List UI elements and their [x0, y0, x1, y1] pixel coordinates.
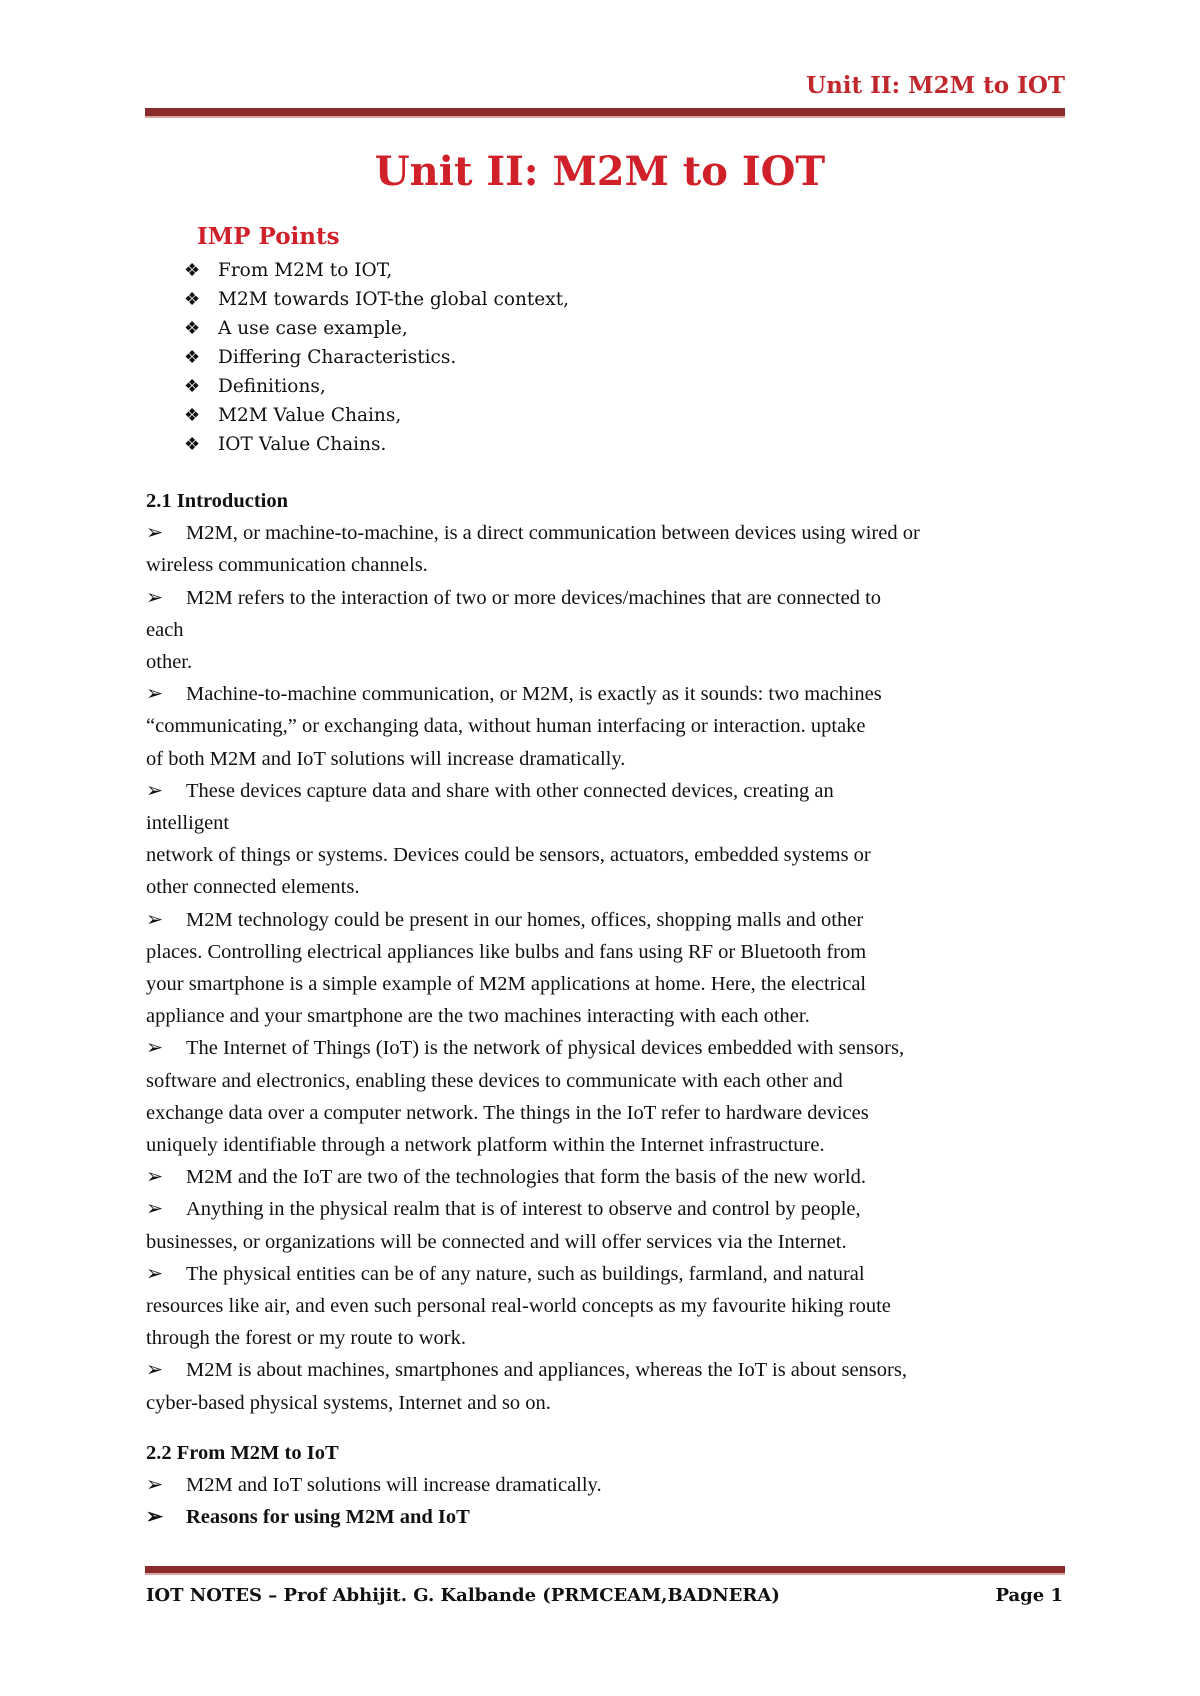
diamond-bullet-icon: ❖ — [184, 318, 201, 339]
running-header-title: Unit II: M2M to IOT — [806, 72, 1065, 99]
paragraph-line: resources like air, and even such personal real-world concepts as my favourite hiking route — [146, 1295, 891, 1318]
diamond-bullet-icon: ❖ — [184, 434, 201, 455]
paragraph-line: “communicating,” or exchanging data, without human interfacing or interaction. uptake — [146, 715, 866, 738]
diamond-bullet-icon: ❖ — [184, 347, 201, 368]
paragraph — [146, 1258, 1076, 1355]
paragraph — [146, 517, 1076, 581]
paragraph — [146, 775, 1076, 904]
page-title: Unit II: M2M to IOT — [374, 148, 826, 195]
page-number: Page 1 — [995, 1585, 1063, 1606]
imp-list-item — [184, 314, 569, 343]
arrow-bullet-icon: ➢ — [146, 1359, 164, 1382]
paragraph-line: appliance and your smartphone are the two machines interacting with each other. — [146, 1005, 810, 1028]
imp-item-text: IOT Value Chains. — [218, 434, 387, 455]
imp-list-item — [184, 285, 569, 314]
paragraph-line: These devices capture data and share with other connected devices, creating an — [186, 779, 834, 802]
paragraph — [146, 1469, 1076, 1501]
arrow-bullet-icon: ➢ — [146, 522, 164, 545]
imp-points-list — [184, 256, 569, 459]
paragraph-line: other connected elements. — [146, 876, 360, 899]
paragraph-line: exchange data over a computer network. The things in the IoT refer to hardware devices — [146, 1101, 869, 1124]
paragraph-line: Anything in the physical realm that is of interest to observe and control by people, — [186, 1198, 861, 1221]
paragraph — [146, 1501, 1076, 1533]
arrow-bullet-icon: ➢ — [146, 683, 164, 706]
imp-item-text: Differing Characteristics. — [218, 347, 457, 368]
arrow-bullet-icon: ➢ — [146, 1037, 164, 1060]
paragraph-line: Machine-to-machine communication, or M2M, is exactly as it sounds: two machines — [186, 683, 882, 706]
imp-list-item — [184, 430, 569, 459]
arrow-bullet-icon: ➢ — [146, 1474, 164, 1497]
paragraph — [146, 678, 1076, 775]
arrow-bullet-icon: ➢ — [146, 1262, 164, 1285]
paragraph-line: The Internet of Things (IoT) is the network of physical devices embedded with sensors, — [186, 1037, 905, 1060]
paragraph-line: of both M2M and IoT solutions will increase dramatically. — [146, 747, 626, 770]
paragraph — [146, 1193, 1076, 1257]
arrow-bullet-icon: ➢ — [146, 1166, 164, 1189]
paragraph-line: businesses, or organizations will be connected and will offer services via the Internet. — [146, 1230, 847, 1253]
paragraph-line: M2M refers to the interaction of two or more devices/machines that are connected to — [186, 586, 882, 609]
footer-author: IOT NOTES – Prof Abhijit. G. Kalbande (PRMCEAM,BADNERA) — [146, 1585, 780, 1606]
paragraph-line: M2M, or machine-to-machine, is a direct communication between devices using wired or — [186, 522, 920, 545]
imp-item-text: M2M towards IOT-the global context, — [218, 289, 570, 310]
paragraph — [146, 1354, 1076, 1418]
diamond-bullet-icon: ❖ — [184, 405, 201, 426]
arrow-bullet-icon: ➢ — [146, 908, 164, 931]
arrow-bullet-icon: ➢ — [146, 1198, 164, 1221]
paragraph-line: intelligent — [146, 812, 230, 835]
paragraph — [146, 582, 1076, 679]
paragraph-line: each — [146, 618, 184, 641]
paragraph — [146, 1161, 1076, 1193]
imp-list-item — [184, 256, 569, 285]
section-heading-introduction: 2.1 Introduction — [146, 490, 289, 512]
paragraph-line: cyber-based physical systems, Internet and so on. — [146, 1391, 551, 1414]
paragraph-line: M2M and the IoT are two of the technologies that form the basis of the new world. — [186, 1166, 866, 1189]
imp-item-text: Definitions, — [218, 376, 326, 397]
paragraph-line: through the forest or my route to work. — [146, 1327, 466, 1350]
paragraph-line: other. — [146, 651, 193, 674]
paragraph-line: M2M is about machines, smartphones and appliances, whereas the IoT is about sensors, — [186, 1359, 907, 1382]
imp-list-item — [184, 372, 569, 401]
paragraph-line: software and electronics, enabling these devices to communicate with each other and — [146, 1069, 843, 1092]
imp-item-text: From M2M to IOT, — [218, 260, 393, 281]
paragraph-line: network of things or systems. Devices could be sensors, actuators, embedded systems or — [146, 844, 871, 867]
imp-item-text: A use case example, — [218, 318, 408, 339]
imp-points-heading: IMP Points — [197, 223, 340, 250]
paragraph-line: M2M technology could be present in our homes, offices, shopping malls and other — [186, 908, 864, 931]
body-text — [146, 485, 1076, 1534]
arrow-bullet-icon: ➢ — [146, 779, 164, 802]
imp-list-item — [184, 401, 569, 430]
header-rule — [145, 108, 1065, 118]
arrow-bullet-icon: ➢ — [146, 586, 164, 609]
paragraph-line: places. Controlling electrical appliances like bulbs and fans using RF or Bluetooth from — [146, 940, 867, 963]
diamond-bullet-icon: ❖ — [184, 260, 201, 281]
arrow-bullet-icon: ➢ — [146, 1506, 164, 1529]
paragraph — [146, 1032, 1076, 1161]
paragraph-line: M2M and IoT solutions will increase dramatically. — [186, 1474, 602, 1497]
imp-list-item — [184, 343, 569, 372]
imp-item-text: M2M Value Chains, — [218, 405, 402, 426]
paragraph-line: wireless communication channels. — [146, 554, 428, 577]
paragraph-line: The physical entities can be of any nature, such as buildings, farmland, and natural — [186, 1262, 865, 1285]
bold-subheading: Reasons for using M2M and IoT — [186, 1506, 470, 1529]
paragraph-line: uniquely identifiable through a network platform within the Internet infrastructure. — [146, 1134, 825, 1157]
diamond-bullet-icon: ❖ — [184, 376, 201, 397]
paragraph-line: your smartphone is a simple example of M2M applications at home. Here, the electrical — [146, 973, 867, 996]
section-heading-from-m2m-to-iot: 2.2 From M2M to IoT — [146, 1441, 339, 1464]
paragraph — [146, 904, 1076, 1033]
footer-rule — [145, 1566, 1065, 1575]
diamond-bullet-icon: ❖ — [184, 289, 201, 310]
